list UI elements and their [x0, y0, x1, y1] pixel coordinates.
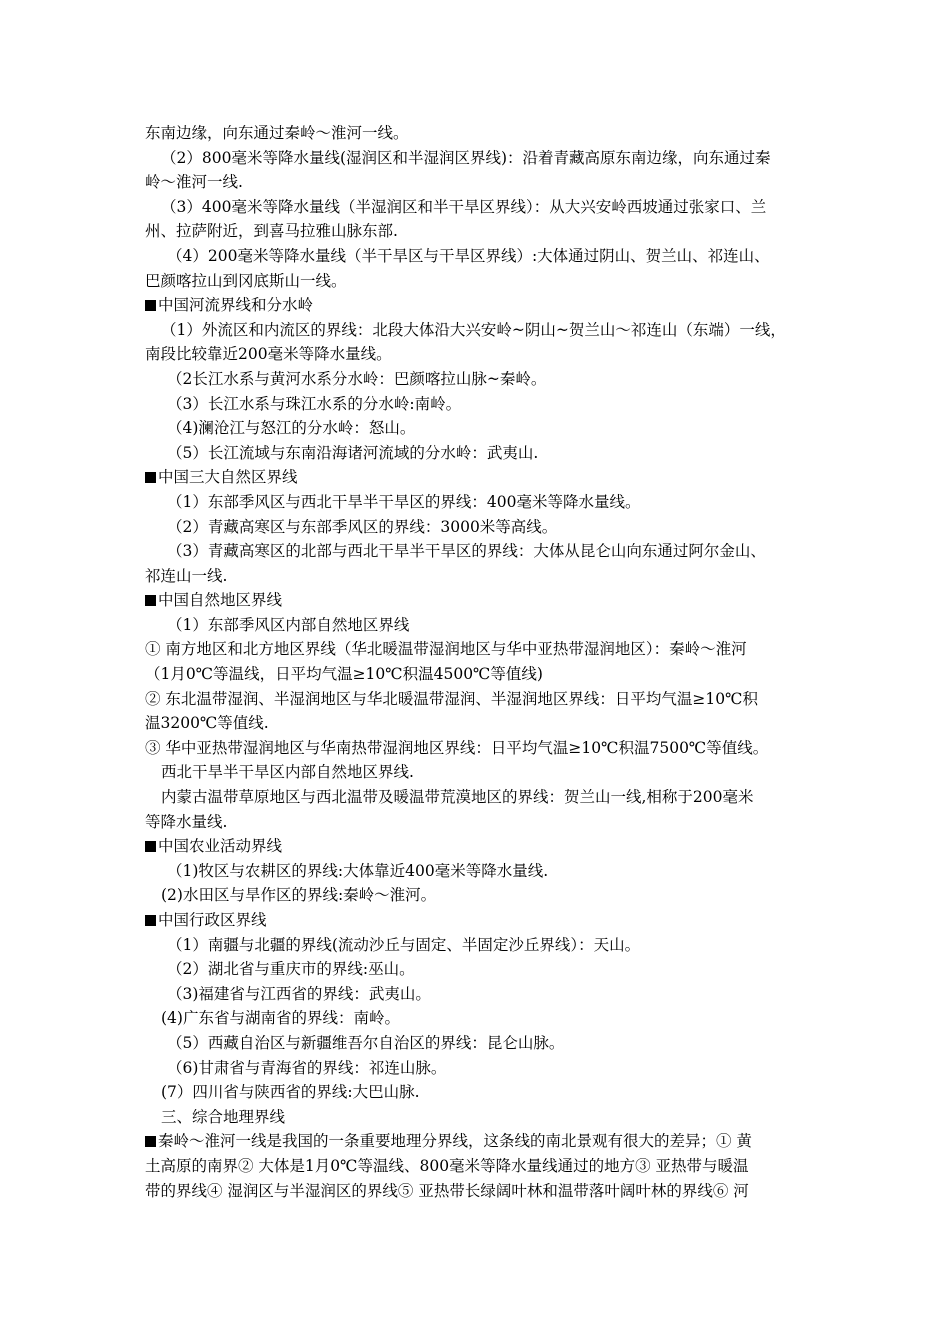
text-line [145, 219, 813, 244]
line-text: (2)水田区与旱作区的界线:秦岭～淮河。 [161, 886, 437, 905]
line-text: 南段比较靠近200毫米等降水量线。 [145, 345, 392, 364]
line-text: 祁连山一线. [145, 566, 228, 585]
line-text: （2）湖北省与重庆市的界线:巫山。 [167, 960, 415, 979]
text-line [145, 883, 813, 908]
square-bullet-icon [145, 915, 156, 926]
line-text: 东南边缘，向东通过秦岭～淮河一线。 [145, 124, 409, 142]
line-text: 秦岭～淮河一线是我国的一条重要地理分界线，这条线的南北景观有很大的差异；① 黄 [158, 1132, 752, 1151]
document-body [145, 121, 813, 1203]
text-line [145, 760, 813, 785]
line-text: （1）东部季风区与西北干旱半干旱区的界线：400毫米等降水量线。 [167, 492, 641, 511]
line-text: （4)澜沧江与怒江的分水岭：怒山。 [167, 419, 416, 438]
text-line [145, 711, 813, 736]
text-line [145, 1006, 813, 1031]
text-line [145, 1154, 813, 1179]
text-line [145, 613, 813, 638]
line-text: （2长江水系与黄河水系分水岭：巴颜喀拉山脉~秦岭。 [167, 369, 547, 388]
line-text: （6)甘肃省与青海省的界线：祁连山脉。 [167, 1058, 447, 1077]
text-line [145, 416, 813, 441]
text-line [145, 441, 813, 466]
line-text: (4)广东省与湖南省的界线：南岭。 [161, 1009, 400, 1028]
line-text: （1）东部季风区内部自然地区界线 [167, 615, 410, 634]
text-line [145, 637, 813, 662]
line-text: （4）200毫米等降水量线（半干旱区与干旱区界线）:大体通过阴山、贺兰山、祁连山、 [167, 246, 770, 265]
line-text: （3)福建省与江西省的界线：武夷山。 [167, 984, 431, 1003]
square-bullet-icon [145, 472, 156, 483]
line-text: （5）西藏自治区与新疆维吾尔自治区的界线：昆仑山脉。 [167, 1033, 565, 1052]
line-text: 中国农业活动界线 [158, 837, 283, 856]
text-line [145, 1179, 813, 1204]
line-text: 温3200℃等值线. [145, 714, 269, 733]
text-line [145, 146, 813, 171]
text-line [145, 515, 813, 540]
text-line [145, 121, 813, 146]
text-line [145, 342, 813, 367]
section-heading-line [145, 293, 813, 318]
text-line [145, 392, 813, 417]
line-text: 巴颜喀拉山到冈底斯山一线。 [145, 271, 347, 290]
square-bullet-icon [145, 1136, 156, 1147]
text-line [145, 1080, 813, 1105]
line-text: （1）外流区和内流区的界线：北段大体沿大兴安岭~阴山~贺兰山～祁连山（东端）一线， [161, 320, 786, 339]
line-text: 内蒙古温带草原地区与西北温带及暖温带荒漠地区的界线：贺兰山一线,相称于200毫米 [161, 788, 754, 807]
text-line [145, 318, 813, 343]
text-line [145, 244, 813, 269]
line-text: （1)牧区与农耕区的界线:大体靠近400毫米等降水量线. [167, 861, 549, 880]
text-line [145, 170, 813, 195]
line-text: ② 东北温带湿润、半湿润地区与华北暖温带湿润、半湿润地区界线：日平均气温≥10℃积 [145, 689, 758, 708]
line-text: 州、拉萨附近，到喜马拉雅山脉东部. [145, 222, 398, 241]
text-line [145, 564, 813, 589]
text-line [145, 810, 813, 835]
line-text: 中国行政区界线 [158, 911, 267, 929]
square-bullet-icon [145, 841, 156, 852]
square-bullet-icon [145, 300, 156, 311]
text-line [145, 957, 813, 982]
text-line [145, 195, 813, 220]
line-text: （1月0℃等温线，日平均气温≥10℃积温4500℃等值线) [145, 665, 543, 684]
line-text: （2）800毫米等降水量线(湿润区和半湿润区界线)：沿着青藏高原东南边缘，向东通过秦 [161, 148, 771, 167]
text-line [145, 687, 813, 712]
text-line [145, 269, 813, 294]
line-text: （3）青藏高寒区的北部与西北干旱半干旱区的界线：大体从昆仑山向东通过阿尔金山、 [167, 542, 766, 561]
line-text: 土高原的南界② 大体是1月0℃等温线、800毫米等降水量线通过的地方③ 亚热带与暖温 [145, 1156, 749, 1175]
text-line [145, 367, 813, 392]
text-line [145, 1056, 813, 1081]
text-line [145, 982, 813, 1007]
line-text: 等降水量线. [145, 812, 228, 831]
text-line [145, 1105, 813, 1130]
line-text: 西北干旱半干旱区内部自然地区界线. [161, 763, 414, 782]
section-heading-line [145, 908, 813, 933]
line-text: （1）南疆与北疆的界线(流动沙丘与固定、半固定沙丘界线）：天山。 [167, 935, 641, 954]
line-text: 岭～淮河一线. [145, 173, 243, 192]
text-line [145, 490, 813, 515]
section-heading-line [145, 588, 813, 613]
square-bullet-icon [145, 595, 156, 606]
line-text: （5）长江流域与东南沿海诸河流域的分水岭：武夷山. [167, 443, 539, 462]
line-text: 三、综合地理界线 [161, 1107, 286, 1126]
line-text: （3）400毫米等降水量线（半湿润区和半干旱区界线）：从大兴安岭西坡通过张家口、兰 [161, 197, 767, 216]
text-line [145, 539, 813, 564]
text-line [145, 933, 813, 958]
section-heading-line [145, 465, 813, 490]
line-text: 中国三大自然区界线 [158, 468, 298, 487]
line-text: （3）长江水系与珠江水系的分水岭:南岭。 [167, 394, 462, 413]
line-text: 中国自然地区界线 [158, 591, 283, 610]
text-line [145, 736, 813, 761]
text-line [145, 1031, 813, 1056]
line-text: ① 南方地区和北方地区界线（华北暖温带湿润地区与华中亚热带湿润地区）：秦岭～淮河 [145, 640, 747, 659]
line-text: （2）青藏高寒区与东部季风区的界线：3000米等高线。 [167, 517, 558, 536]
text-line [145, 859, 813, 884]
section-heading-line [145, 834, 813, 859]
section-heading-line [145, 1129, 813, 1154]
text-line [145, 785, 813, 810]
text-line [145, 662, 813, 687]
line-text: 中国河流界线和分水岭 [158, 296, 314, 315]
line-text: 带的界线④ 湿润区与半湿润区的界线⑤ 亚热带长绿阔叶林和温带落叶阔叶林的界线⑥ 河 [145, 1181, 749, 1200]
line-text: ③ 华中亚热带湿润地区与华南热带湿润地区界线：日平均气温≥10℃积温7500℃等值线。 [145, 738, 769, 757]
line-text: (7）四川省与陕西省的界线:大巴山脉. [161, 1083, 420, 1102]
